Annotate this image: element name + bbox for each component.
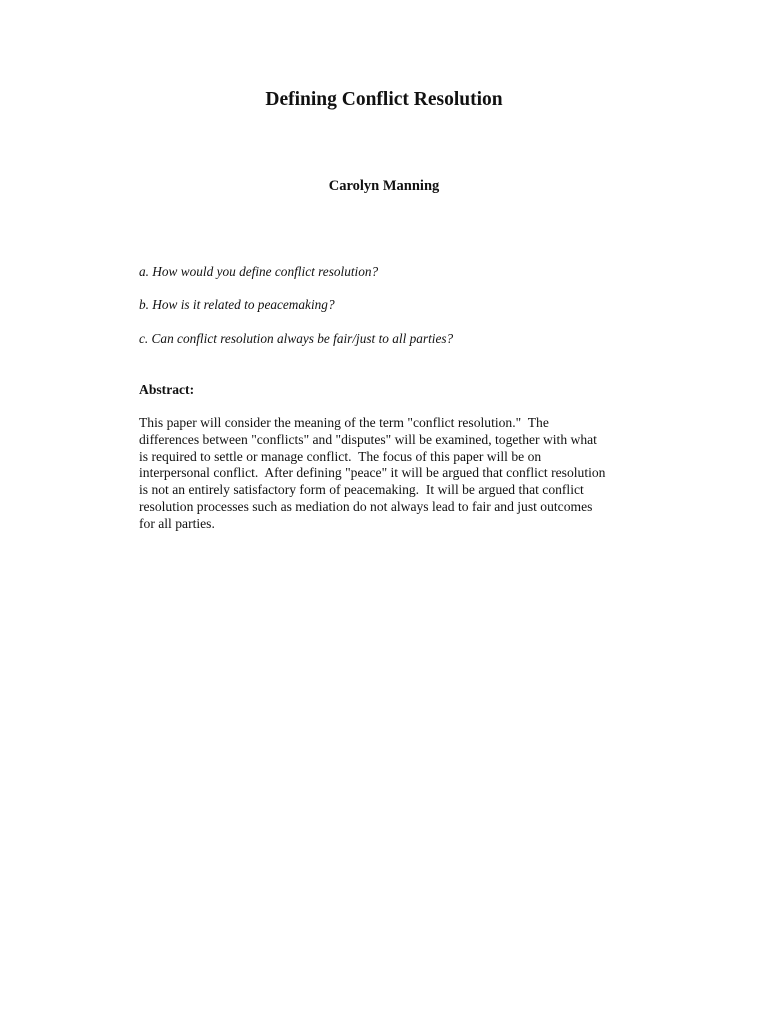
paper-title: Defining Conflict Resolution <box>265 89 503 110</box>
question-b: b. How is it related to peacemaking? <box>139 297 335 312</box>
question-a: a. How would you define conflict resolution? <box>139 264 379 279</box>
abstract-line: interpersonal conflict. After defining "peace" it will be argued that conflict resolution <box>139 465 606 481</box>
abstract-line: for all parties. <box>139 515 215 531</box>
abstract-line: differences between "conflicts" and "disputes" will be examined, together with what <box>139 431 597 447</box>
abstract-line: resolution processes such as mediation do not always lead to fair and just outcomes <box>139 498 593 514</box>
abstract-line: is required to settle or manage conflict. The focus of this paper will be on <box>139 448 542 464</box>
question-c: c. Can conflict resolution always be fair/just to all parties? <box>139 331 454 346</box>
abstract-body <box>139 415 639 533</box>
author-name: Carolyn Manning <box>328 178 440 194</box>
abstract-line: This paper will consider the meaning of the term "conflict resolution." The <box>139 415 549 430</box>
abstract-heading: Abstract: <box>139 382 195 397</box>
abstract-line: is not an entirely satisfactory form of peacemaking. It will be argued that conflict <box>139 482 584 498</box>
